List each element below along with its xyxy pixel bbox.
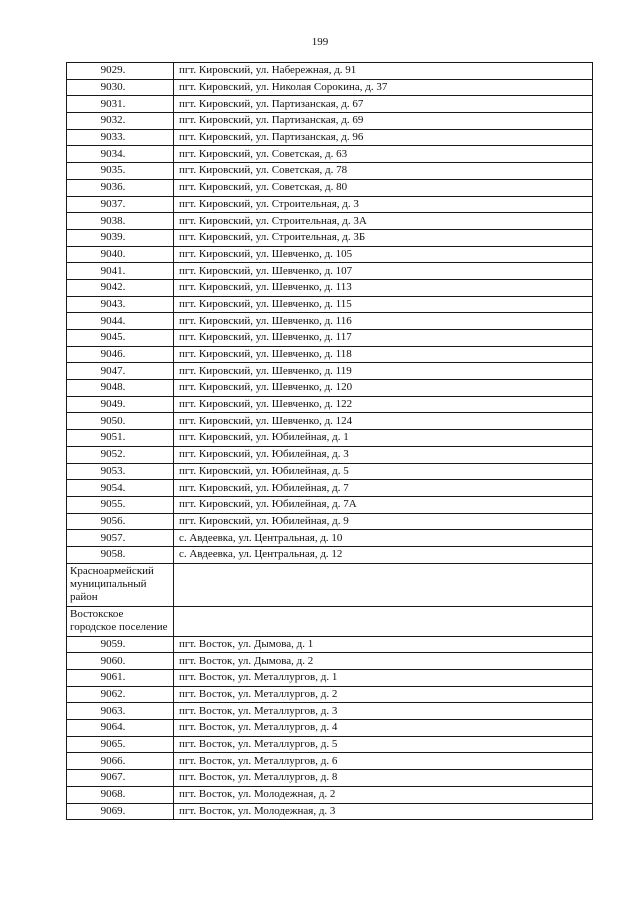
table-row [67,530,593,547]
section-row [67,563,593,606]
row-address: пгт. Кировский, ул. Советская, д. 80 [174,179,593,196]
row-number: 9031. [67,96,174,113]
table-row [67,346,593,363]
table-row [67,803,593,820]
table-row [67,113,593,130]
row-number: 9058. [67,546,174,563]
row-address: пгт. Кировский, ул. Строительная, д. 3 [174,196,593,213]
row-number: 9067. [67,770,174,787]
row-address: с. Авдеевка, ул. Центральная, д. 12 [174,546,593,563]
row-number: 9069. [67,803,174,820]
table-row [67,720,593,737]
table-row [67,736,593,753]
row-address: пгт. Восток, ул. Дымова, д. 2 [174,653,593,670]
row-number: 9045. [67,330,174,347]
row-address: пгт. Восток, ул. Молодежная, д. 2 [174,786,593,803]
table-row [67,163,593,180]
row-address: пгт. Восток, ул. Молодежная, д. 3 [174,803,593,820]
row-number: 9034. [67,146,174,163]
row-address: пгт. Кировский, ул. Юбилейная, д. 1 [174,430,593,447]
row-number: 9046. [67,346,174,363]
row-address: пгт. Кировский, ул. Партизанская, д. 67 [174,96,593,113]
row-number: 9029. [67,63,174,80]
row-number: 9064. [67,720,174,737]
row-number: 9053. [67,463,174,480]
section-label: Красноармейский муниципальный район [67,563,174,606]
row-number: 9062. [67,686,174,703]
registry-body [67,63,593,820]
row-number: 9050. [67,413,174,430]
table-row [67,229,593,246]
table-row [67,246,593,263]
row-number: 9033. [67,129,174,146]
row-address: пгт. Кировский, ул. Юбилейная, д. 7 [174,480,593,497]
table-row [67,703,593,720]
row-address: пгт. Кировский, ул. Юбилейная, д. 7А [174,496,593,513]
table-row [67,430,593,447]
row-number: 9038. [67,213,174,230]
table-row [67,753,593,770]
table-row [67,363,593,380]
table-row [67,296,593,313]
table-row [67,770,593,787]
row-address: пгт. Кировский, ул. Партизанская, д. 69 [174,113,593,130]
row-address: пгт. Кировский, ул. Шевченко, д. 113 [174,279,593,296]
row-address: пгт. Восток, ул. Металлургов, д. 8 [174,770,593,787]
row-address: пгт. Кировский, ул. Юбилейная, д. 3 [174,446,593,463]
row-address: пгт. Кировский, ул. Шевченко, д. 122 [174,396,593,413]
row-address: пгт. Кировский, ул. Строительная, д. 3Б [174,229,593,246]
row-number: 9030. [67,79,174,96]
table-row [67,63,593,80]
row-number: 9047. [67,363,174,380]
row-address: пгт. Восток, ул. Металлургов, д. 5 [174,736,593,753]
row-number: 9056. [67,513,174,530]
page-number: 199 [311,36,329,48]
table-row [67,463,593,480]
row-number: 9068. [67,786,174,803]
row-address: пгт. Кировский, ул. Партизанская, д. 96 [174,129,593,146]
table-row [67,179,593,196]
row-address: пгт. Кировский, ул. Юбилейная, д. 5 [174,463,593,480]
row-address: пгт. Кировский, ул. Шевченко, д. 117 [174,330,593,347]
table-row [67,380,593,397]
row-address: пгт. Кировский, ул. Шевченко, д. 107 [174,263,593,280]
row-number: 9066. [67,753,174,770]
table-row [67,786,593,803]
row-number: 9051. [67,430,174,447]
row-number: 9032. [67,113,174,130]
row-number: 9049. [67,396,174,413]
row-address: пгт. Восток, ул. Металлургов, д. 4 [174,720,593,737]
row-number: 9048. [67,380,174,397]
row-address: пгт. Восток, ул. Металлургов, д. 1 [174,670,593,687]
row-address: пгт. Восток, ул. Металлургов, д. 6 [174,753,593,770]
row-number: 9054. [67,480,174,497]
row-number: 9055. [67,496,174,513]
row-number: 9037. [67,196,174,213]
row-address: пгт. Кировский, ул. Шевченко, д. 119 [174,363,593,380]
table-row [67,263,593,280]
row-address: пгт. Кировский, ул. Шевченко, д. 124 [174,413,593,430]
row-number: 9044. [67,313,174,330]
row-number: 9043. [67,296,174,313]
row-address: пгт. Восток, ул. Металлургов, д. 2 [174,686,593,703]
row-address: с. Авдеевка, ул. Центральная, д. 10 [174,530,593,547]
row-number: 9042. [67,279,174,296]
section-row [67,606,593,636]
row-address: пгт. Кировский, ул. Советская, д. 63 [174,146,593,163]
table-row [67,196,593,213]
table-row [67,96,593,113]
row-address: пгт. Восток, ул. Дымова, д. 1 [174,636,593,653]
row-number: 9059. [67,636,174,653]
row-address: пгт. Кировский, ул. Набережная, д. 91 [174,63,593,80]
table-row [67,330,593,347]
row-address: пгт. Кировский, ул. Советская, д. 78 [174,163,593,180]
row-number: 9061. [67,670,174,687]
table-row [67,653,593,670]
table-row [67,546,593,563]
row-address: пгт. Восток, ул. Металлургов, д. 3 [174,703,593,720]
row-address: пгт. Кировский, ул. Шевченко, д. 120 [174,380,593,397]
table-row [67,213,593,230]
table-row [67,513,593,530]
address-registry-table [66,62,593,820]
row-number: 9052. [67,446,174,463]
row-number: 9041. [67,263,174,280]
row-number: 9040. [67,246,174,263]
table-row [67,636,593,653]
section-empty-cell [174,563,593,606]
row-number: 9039. [67,229,174,246]
table-row [67,446,593,463]
row-number: 9036. [67,179,174,196]
row-address: пгт. Кировский, ул. Шевченко, д. 118 [174,346,593,363]
row-address: пгт. Кировский, ул. Николая Сорокина, д. 37 [174,79,593,96]
row-address: пгт. Кировский, ул. Строительная, д. 3А [174,213,593,230]
section-label: Востокское городское поселение [67,606,174,636]
row-number: 9060. [67,653,174,670]
table-row [67,79,593,96]
table-row [67,313,593,330]
row-number: 9035. [67,163,174,180]
row-number: 9063. [67,703,174,720]
table-row [67,686,593,703]
row-number: 9057. [67,530,174,547]
section-empty-cell [174,606,593,636]
row-address: пгт. Кировский, ул. Шевченко, д. 116 [174,313,593,330]
row-address: пгт. Кировский, ул. Шевченко, д. 115 [174,296,593,313]
row-address: пгт. Кировский, ул. Юбилейная, д. 9 [174,513,593,530]
table-row [67,413,593,430]
row-address: пгт. Кировский, ул. Шевченко, д. 105 [174,246,593,263]
table-row [67,670,593,687]
table-row [67,480,593,497]
table-row [67,396,593,413]
table-row [67,279,593,296]
table-row [67,129,593,146]
row-number: 9065. [67,736,174,753]
table-row [67,496,593,513]
table-row [67,146,593,163]
